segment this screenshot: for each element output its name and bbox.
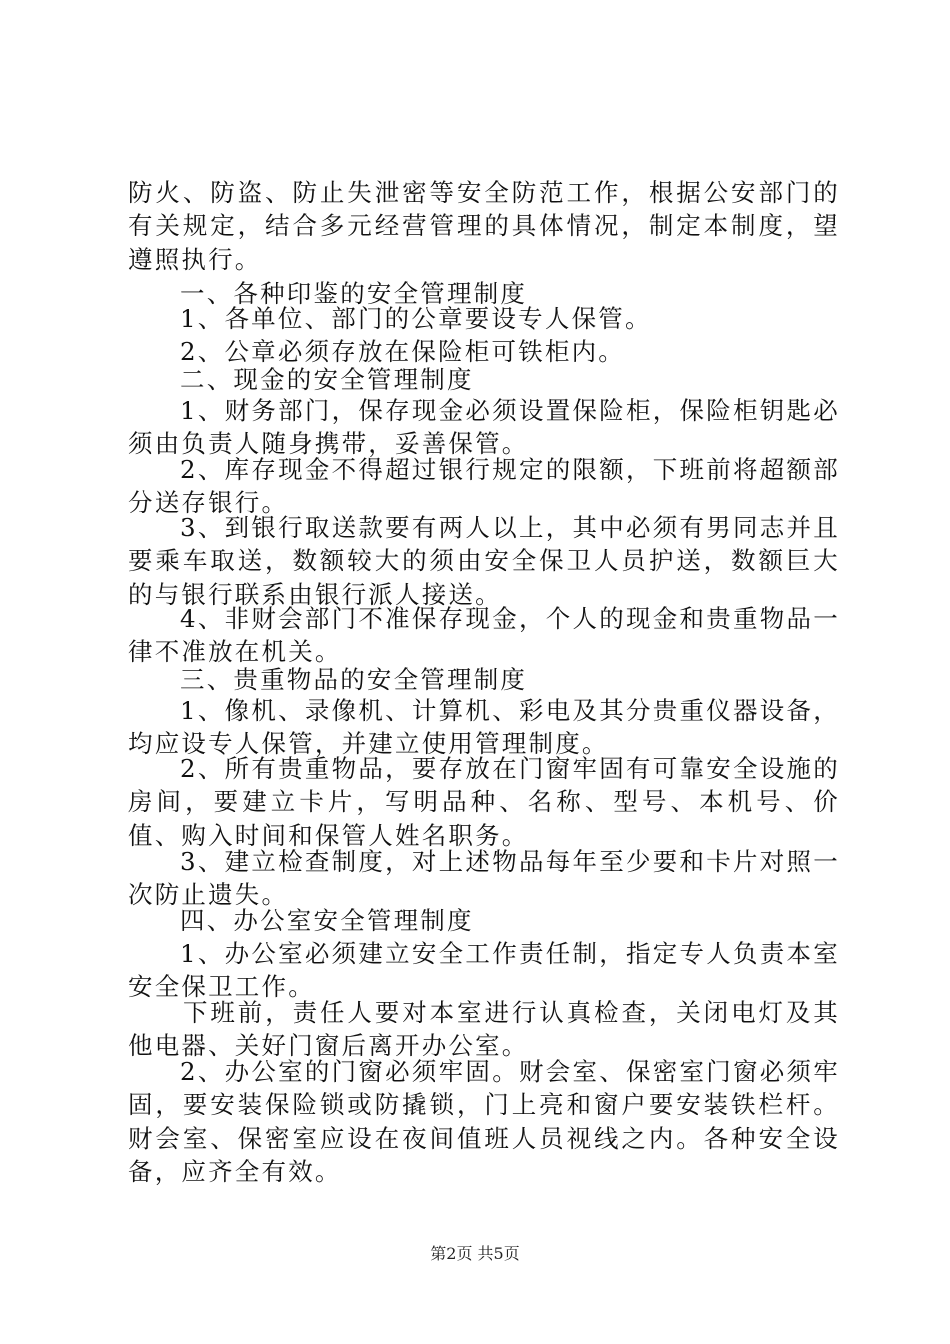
valuables-item-1: 1、像机、录像机、计算机、彩电及其分贵重仪器设备，均应设专人保管，并建立使用管理制度。: [128, 696, 840, 759]
cash-item-3: 3、到银行取送款要有两人以上，其中必须有男同志并且要乘车取送，数额较大的须由安全保卫人员护送，数额巨大的与银行联系由银行派人接送。: [128, 513, 840, 609]
office-item-1: 1、办公室必须建立安全工作责任制，指定专人负责本室安全保卫工作。: [128, 939, 840, 1002]
intro-paragraph: 防火、防盗、防止失泄密等安全防范工作，根据公安部门的有关规定，结合多元经营管理的具体情况，制定本制度，望遵照执行。: [128, 178, 840, 274]
valuables-item-2: 2、所有贵重物品，要存放在门窗牢固有可靠安全设施的房间，要建立卡片，写明品种、名称、型号、本机号、价值、购入时间和保管人姓名职务。: [128, 754, 840, 850]
section-heading-seals: 一、各种印鉴的安全管理制度: [180, 279, 528, 308]
seals-item-1: 1、各单位、部门的公章要设专人保管。: [180, 304, 652, 333]
valuables-item-3: 3、建立检查制度，对上述物品每年至少要和卡片对照一次防止遗失。: [128, 847, 840, 910]
office-item-1-continued: 下班前，责任人要对本室进行认真检查，关闭电灯及其他电器、关好门窗后离开办公室。: [128, 998, 840, 1061]
cash-item-4: 4、非财会部门不准保存现金，个人的现金和贵重物品一律不准放在机关。: [128, 604, 840, 667]
section-heading-office: 四、办公室安全管理制度: [180, 906, 474, 935]
seals-item-2: 2、公章必须存放在保险柜可铁柜内。: [180, 337, 625, 366]
office-item-2: 2、办公室的门窗必须牢固。财会室、保密室门窗必须牢固，要安装保险锁或防撬锁，门上亮和窗户要安装铁栏杆。财会室、保密室应设在夜间值班人员视线之内。各种安全设备，应齐全有效。: [128, 1057, 840, 1187]
cash-item-1: 1、财务部门，保存现金必须设置保险柜，保险柜钥匙必须由负责人随身携带，妥善保管。: [128, 396, 840, 459]
page-number-footer: 第2页 共5页: [430, 1244, 520, 1263]
section-heading-cash: 二、现金的安全管理制度: [180, 365, 474, 394]
section-heading-valuables: 三、贵重物品的安全管理制度: [180, 665, 528, 694]
cash-item-2: 2、库存现金不得超过银行规定的限额，下班前将超额部分送存银行。: [128, 455, 840, 518]
